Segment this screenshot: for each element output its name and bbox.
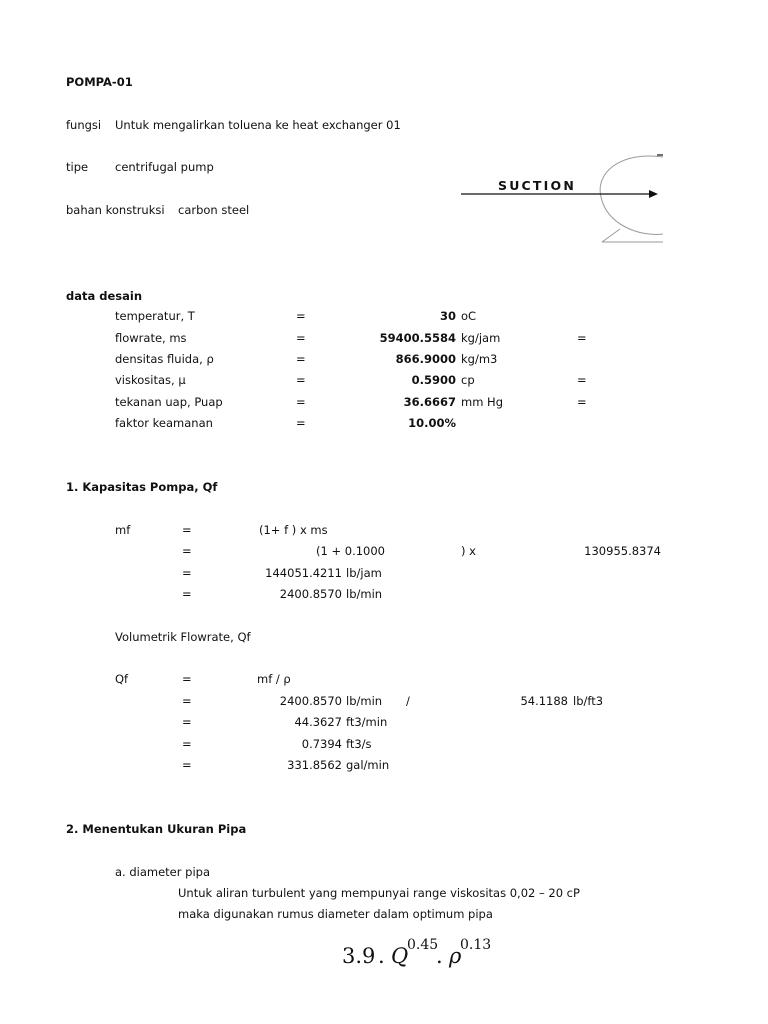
fungsi-value: Untuk mengalirkan toluena ke heat exchanger 01 (115, 118, 401, 132)
row-unit: cp (461, 373, 475, 387)
formula-q-exponent: 0.45 (407, 937, 439, 953)
mf-unit1: lb/jam (346, 566, 382, 580)
qf-equals: = (182, 672, 192, 686)
qf-row-value: 331.8562 (287, 758, 342, 772)
bahan-label: bahan konstruksi (66, 203, 165, 217)
mf-sub-close: ) x (461, 544, 476, 558)
row-value: 866.9000 (395, 352, 456, 366)
tipe-label: tipe (66, 160, 89, 174)
row-value: 10.00% (408, 416, 456, 430)
mf-equals: = (182, 523, 192, 537)
mf-sub-ms: 130955.8374 (584, 544, 661, 558)
mf-val2-equals: = (182, 587, 192, 601)
formula-rho: ρ (449, 944, 462, 968)
text-line-1: Untuk aliran turbulent yang mempunyai range viskositas 0,02 – 20 cP (178, 886, 580, 900)
row-value: 36.6667 (403, 395, 456, 409)
row-value: 30 (439, 309, 456, 323)
suction-label: SUCTION (498, 178, 576, 193)
row-value: 59400.5584 (379, 331, 456, 345)
section-1-heading: 1. Kapasitas Pompa, Qf (66, 480, 218, 494)
row-value: 0.5900 (411, 373, 456, 387)
bahan-value: carbon steel (178, 203, 250, 217)
row-label: densitas fluida, ρ (115, 352, 214, 366)
vol-flowrate-heading: Volumetrik Flowrate, Qf (115, 630, 251, 644)
formula-dot-1: . (378, 944, 385, 968)
mf-formula: (1+ f ) x ms (259, 523, 328, 537)
pump-casing-icon (455, 145, 670, 250)
qf-row-value: 0.7394 (301, 737, 342, 751)
row-equals-2: = (577, 373, 587, 387)
qf-row1-rho: 54.1188 (520, 694, 568, 708)
qf-row-unit: ft3/min (346, 715, 388, 729)
mf-val1-equals: = (182, 566, 192, 580)
section-2-heading: 2. Menentukan Ukuran Pipa (66, 822, 247, 836)
page-title: POMPA-01 (66, 75, 133, 89)
row-label: viskositas, μ (115, 373, 186, 387)
mf-sub-open: (1 + 0.1000 (316, 544, 385, 558)
qf-row1-rho-unit: lb/ft3 (573, 694, 604, 708)
formula-q: Q (391, 944, 409, 968)
row-equals-2: = (577, 331, 587, 345)
qf-row-equals: = (182, 737, 192, 751)
qf-label: Qf (115, 672, 129, 686)
qf-row-value: 44.3627 (294, 715, 342, 729)
row-label: tekanan uap, Puap (115, 395, 223, 409)
tipe-value: centrifugal pump (115, 160, 214, 174)
qf-row-unit: ft3/s (346, 737, 372, 751)
mf-val1: 144051.4211 (265, 566, 342, 580)
formula-dot-2: . (436, 944, 443, 968)
qf-row-equals: = (182, 758, 192, 772)
mf-sub-equals: = (182, 544, 192, 558)
row-unit: kg/jam (461, 331, 501, 345)
row-label: faktor keamanan (115, 416, 213, 430)
diameter-formula (300, 932, 540, 982)
row-unit: kg/m3 (461, 352, 498, 366)
qf-formula: mf / ρ (257, 672, 291, 686)
row-equals: = (296, 352, 306, 366)
row-label: flowrate, ms (115, 331, 187, 345)
qf-row-unit: gal/min (346, 758, 390, 772)
row-equals-2: = (577, 395, 587, 409)
row-equals: = (296, 331, 306, 345)
sub-a-label: a. diameter pipa (115, 865, 210, 879)
qf-row1-divide: / (406, 694, 410, 708)
row-equals: = (296, 395, 306, 409)
row-equals: = (296, 309, 306, 323)
mf-unit2: lb/min (346, 587, 383, 601)
row-equals: = (296, 373, 306, 387)
data-desain-heading: data desain (66, 289, 143, 303)
formula-rho-exponent: 0.13 (460, 937, 492, 953)
text-line-2: maka digunakan rumus diameter dalam optimum pipa (178, 907, 493, 921)
row-label: temperatur, T (115, 309, 195, 323)
row-equals: = (296, 416, 306, 430)
qf-row1-equals: = (182, 694, 192, 708)
row-unit: oC (461, 309, 477, 323)
qf-row-equals: = (182, 715, 192, 729)
qf-row1-value: 2400.8570 (279, 694, 342, 708)
fungsi-label: fungsi (66, 118, 102, 132)
row-unit: mm Hg (461, 395, 504, 409)
mf-val2: 2400.8570 (279, 587, 342, 601)
mf-label: mf (115, 523, 131, 537)
qf-row1-unit: lb/min (346, 694, 383, 708)
formula-coef: 3.9 (342, 944, 376, 968)
